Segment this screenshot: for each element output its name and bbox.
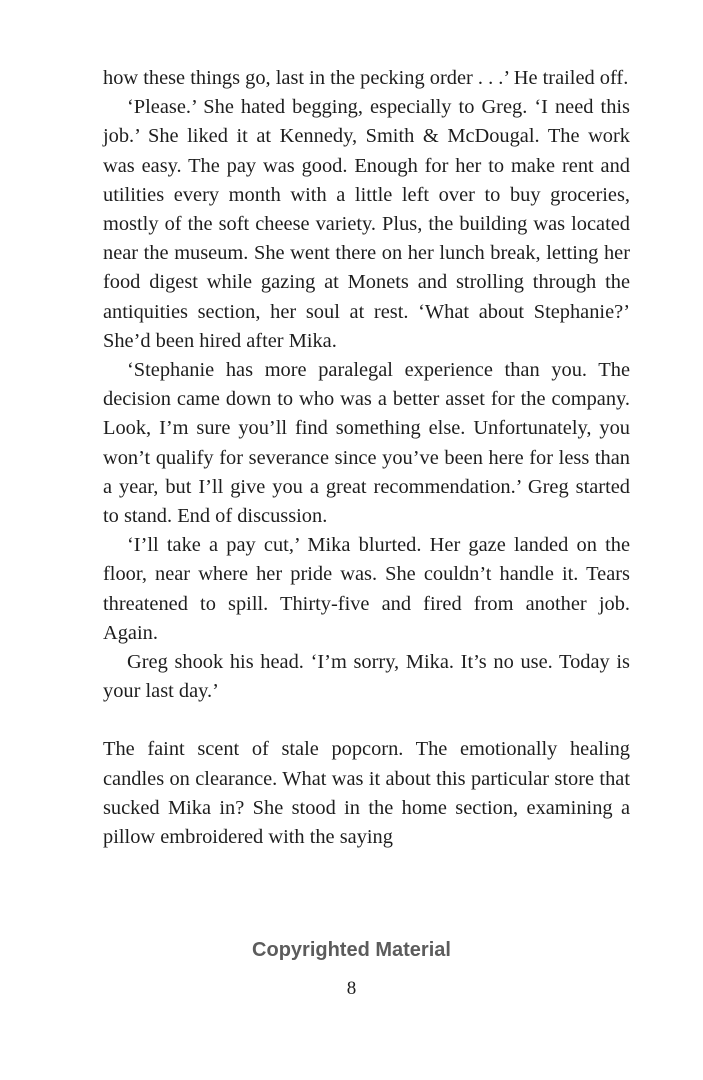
paragraph-3: ‘Stephanie has more paralegal experience than you. The decision came down to who was a better asset for the company. Look, I’m sure you’ll find something else. Unfortunately, you won’t qualify for severance since you’ve been here for less than a year, but I’ll give you a great recommendation.’ Greg started to stand. End of discussion. [103,359,630,528]
body-text [103,64,630,852]
paragraph-2: ‘Please.’ She hated begging, especially to Greg. ‘I need this job.’ She liked it at Kennedy, Smith & McDougal. The work was easy. The pay was good. Enough for her to make rent and utilities every month with a little left over to buy groceries, mostly of the soft cheese variety. Plus, the building was located near the museum. She went there on her lunch break, letting her food digest while gazing at Monets and strolling through the antiquities section, her soul at rest. ‘What about Stephanie?’ She’d been hired after Mika. [103,96,630,352]
paragraph-4: ‘I’ll take a pay cut,’ Mika blurted. Her gaze landed on the floor, near where her pride was. She couldn’t handle it. Tears threatened to spill. Thirty-five and fired from another job. Again. [103,534,630,644]
page-number: 8 [346,978,357,999]
paragraph-1: how these things go, last in the pecking order . . .’ He trailed off. [103,67,629,89]
paragraph-6: The faint scent of stale popcorn. The emotionally healing candles on clearance. What was it about this particular store that sucked Mika in? She stood in the home section, examining a pillow embroidered with the saying [103,738,630,849]
paragraph-5: Greg shook his head. ‘I’m sorry, Mika. It’s no use. Today is your last day.’ [103,651,630,703]
copyright-watermark: Copyrighted Material [252,939,451,961]
